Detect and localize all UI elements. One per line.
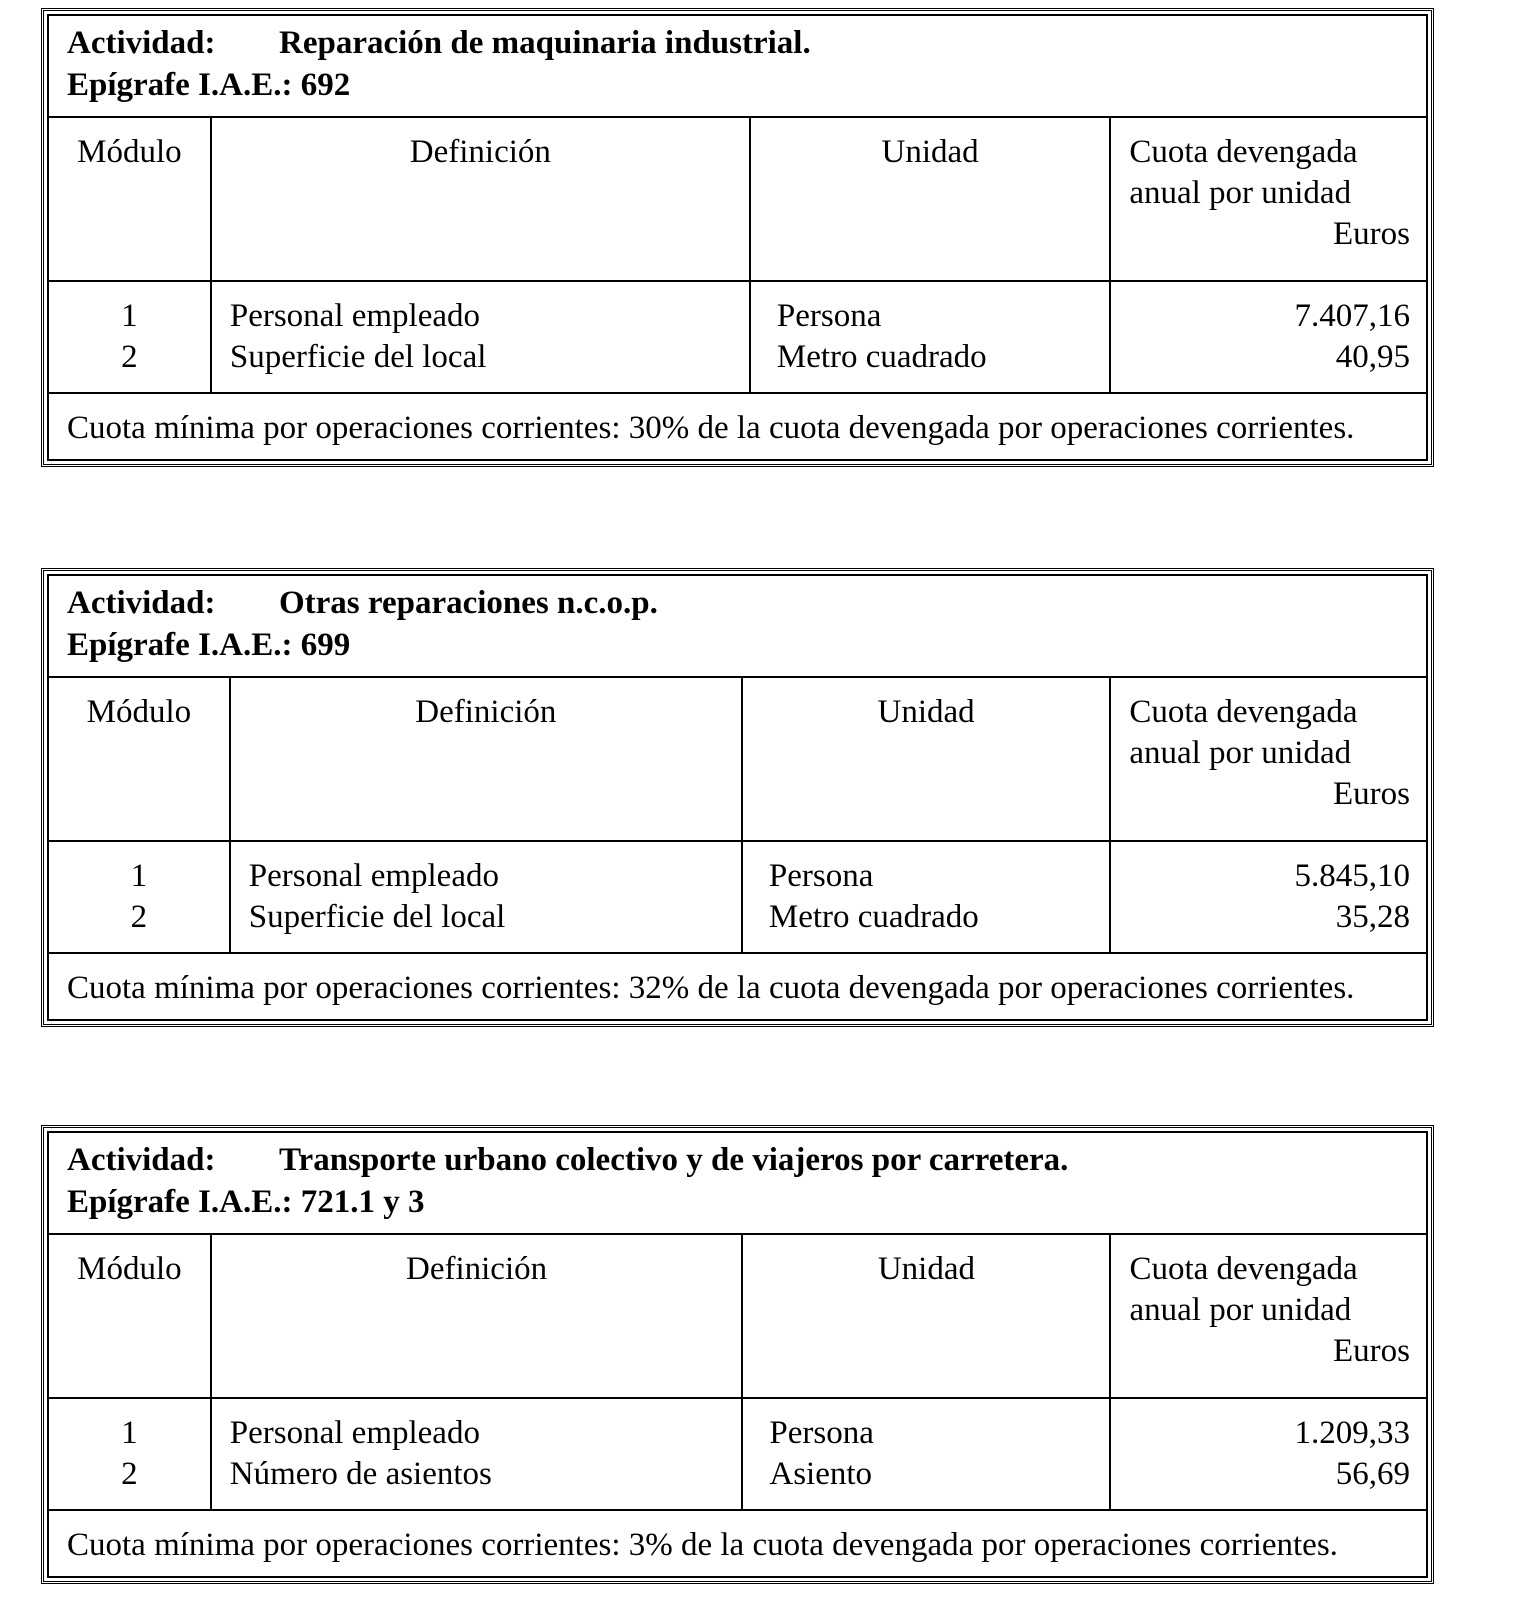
header-definicion: Definición bbox=[230, 678, 742, 841]
header-row bbox=[49, 118, 1426, 281]
modulo-value: 2 bbox=[121, 339, 138, 375]
header-cuota-currency: Euros bbox=[1333, 216, 1410, 252]
header-cuota-line1: Cuota devengada bbox=[1129, 694, 1358, 730]
data-rows bbox=[49, 1398, 1426, 1510]
modulo-value: 1 bbox=[121, 1415, 138, 1451]
definicion-value: Personal empleado bbox=[229, 298, 481, 334]
definicion-value: Superficie del local bbox=[229, 339, 487, 375]
unidad-cell bbox=[750, 281, 1110, 393]
header-cuota-line2: anual por unidad bbox=[1129, 175, 1352, 211]
data-rows bbox=[49, 841, 1426, 953]
header-cuota-line1: Cuota devengada bbox=[1129, 1251, 1358, 1287]
module-table bbox=[41, 568, 1434, 1027]
modulo-cell bbox=[49, 1398, 211, 1510]
header-modulo: Módulo bbox=[49, 1235, 211, 1398]
cuota-cell bbox=[1110, 281, 1426, 393]
epigrafe: Epígrafe I.A.E.: 692 bbox=[67, 67, 351, 103]
minimum-quota-note: Cuota mínima por operaciones corrientes: 30% de la cuota devengada por operaciones corrientes. bbox=[67, 410, 1355, 446]
modulo-value: 2 bbox=[130, 899, 148, 935]
module-table-inner bbox=[47, 574, 1428, 1021]
header-modulo: Módulo bbox=[49, 678, 230, 841]
unidad-value: Asiento bbox=[769, 1456, 873, 1492]
cuota-value: 56,69 bbox=[1335, 1456, 1410, 1492]
header-unidad: Unidad bbox=[750, 118, 1110, 281]
header-cuota-line1: Cuota devengada bbox=[1129, 134, 1358, 170]
header-row bbox=[49, 1235, 1426, 1398]
cuota-value: 5.845,10 bbox=[1294, 858, 1410, 894]
header-cuota bbox=[1110, 1235, 1426, 1398]
header-modulo: Módulo bbox=[49, 118, 211, 281]
cuota-cell bbox=[1110, 841, 1426, 953]
header-cuota-currency: Euros bbox=[1333, 776, 1410, 812]
activity-header bbox=[49, 576, 1426, 678]
module-table bbox=[41, 8, 1434, 467]
modulo-value: 2 bbox=[121, 1456, 138, 1492]
unidad-value: Persona bbox=[769, 1415, 874, 1451]
activity-header bbox=[49, 1133, 1426, 1235]
cuota-value: 40,95 bbox=[1335, 339, 1410, 375]
header-unidad: Unidad bbox=[742, 678, 1110, 841]
header-unidad: Unidad bbox=[742, 1235, 1110, 1398]
activity-label: Actividad: bbox=[67, 1142, 216, 1178]
unidad-value: Persona bbox=[768, 858, 874, 894]
minimum-quota-note: Cuota mínima por operaciones corrientes: 32% de la cuota devengada por operaciones corrientes. bbox=[67, 970, 1355, 1006]
unidad-value: Metro cuadrado bbox=[768, 899, 979, 935]
module-table bbox=[41, 1125, 1434, 1584]
activity-title: Transporte urbano colectivo y de viajeros por carretera. bbox=[279, 1142, 1069, 1178]
definicion-value: Número de asientos bbox=[229, 1456, 492, 1492]
modules-grid bbox=[49, 1235, 1426, 1511]
definicion-value: Superficie del local bbox=[248, 899, 506, 935]
modules-grid bbox=[49, 118, 1426, 394]
activity-title: Otras reparaciones n.c.o.p. bbox=[279, 585, 658, 621]
modulo-value: 1 bbox=[121, 298, 138, 334]
activity-label: Actividad: bbox=[67, 25, 216, 61]
activity-header bbox=[49, 16, 1426, 118]
modulo-value: 1 bbox=[130, 858, 148, 894]
header-cuota-line2: anual por unidad bbox=[1129, 1292, 1352, 1328]
definicion-cell bbox=[211, 281, 750, 393]
header-row bbox=[49, 678, 1426, 841]
unidad-value: Metro cuadrado bbox=[776, 339, 987, 375]
definicion-value: Personal empleado bbox=[248, 858, 499, 894]
header-definicion: Definición bbox=[211, 1235, 743, 1398]
cuota-cell bbox=[1110, 1398, 1426, 1510]
unidad-cell bbox=[742, 1398, 1110, 1510]
header-cuota-line2: anual por unidad bbox=[1129, 735, 1352, 771]
cuota-value: 7.407,16 bbox=[1294, 298, 1410, 334]
activity-label: Actividad: bbox=[67, 585, 216, 621]
modulo-cell bbox=[49, 841, 230, 953]
cuota-value: 35,28 bbox=[1335, 899, 1410, 935]
modules-grid bbox=[49, 678, 1426, 954]
activity-title: Reparación de maquinaria industrial. bbox=[279, 25, 811, 61]
header-cuota bbox=[1110, 118, 1426, 281]
unidad-cell bbox=[742, 841, 1110, 953]
definicion-cell bbox=[211, 1398, 743, 1510]
epigrafe: Epígrafe I.A.E.: 699 bbox=[67, 627, 351, 663]
unidad-value: Persona bbox=[776, 298, 882, 334]
minimum-quota-note: Cuota mínima por operaciones corrientes: 3% de la cuota devengada por operaciones corrientes. bbox=[67, 1527, 1338, 1563]
header-definicion: Definición bbox=[211, 118, 750, 281]
data-rows bbox=[49, 281, 1426, 393]
header-cuota bbox=[1110, 678, 1426, 841]
modulo-cell bbox=[49, 281, 211, 393]
header-cuota-currency: Euros bbox=[1333, 1333, 1410, 1369]
epigrafe: Epígrafe I.A.E.: 721.1 y 3 bbox=[67, 1184, 425, 1220]
definicion-value: Personal empleado bbox=[229, 1415, 480, 1451]
module-table-inner bbox=[47, 1131, 1428, 1578]
cuota-value: 1.209,33 bbox=[1294, 1415, 1410, 1451]
definicion-cell bbox=[230, 841, 742, 953]
module-table-inner bbox=[47, 14, 1428, 461]
